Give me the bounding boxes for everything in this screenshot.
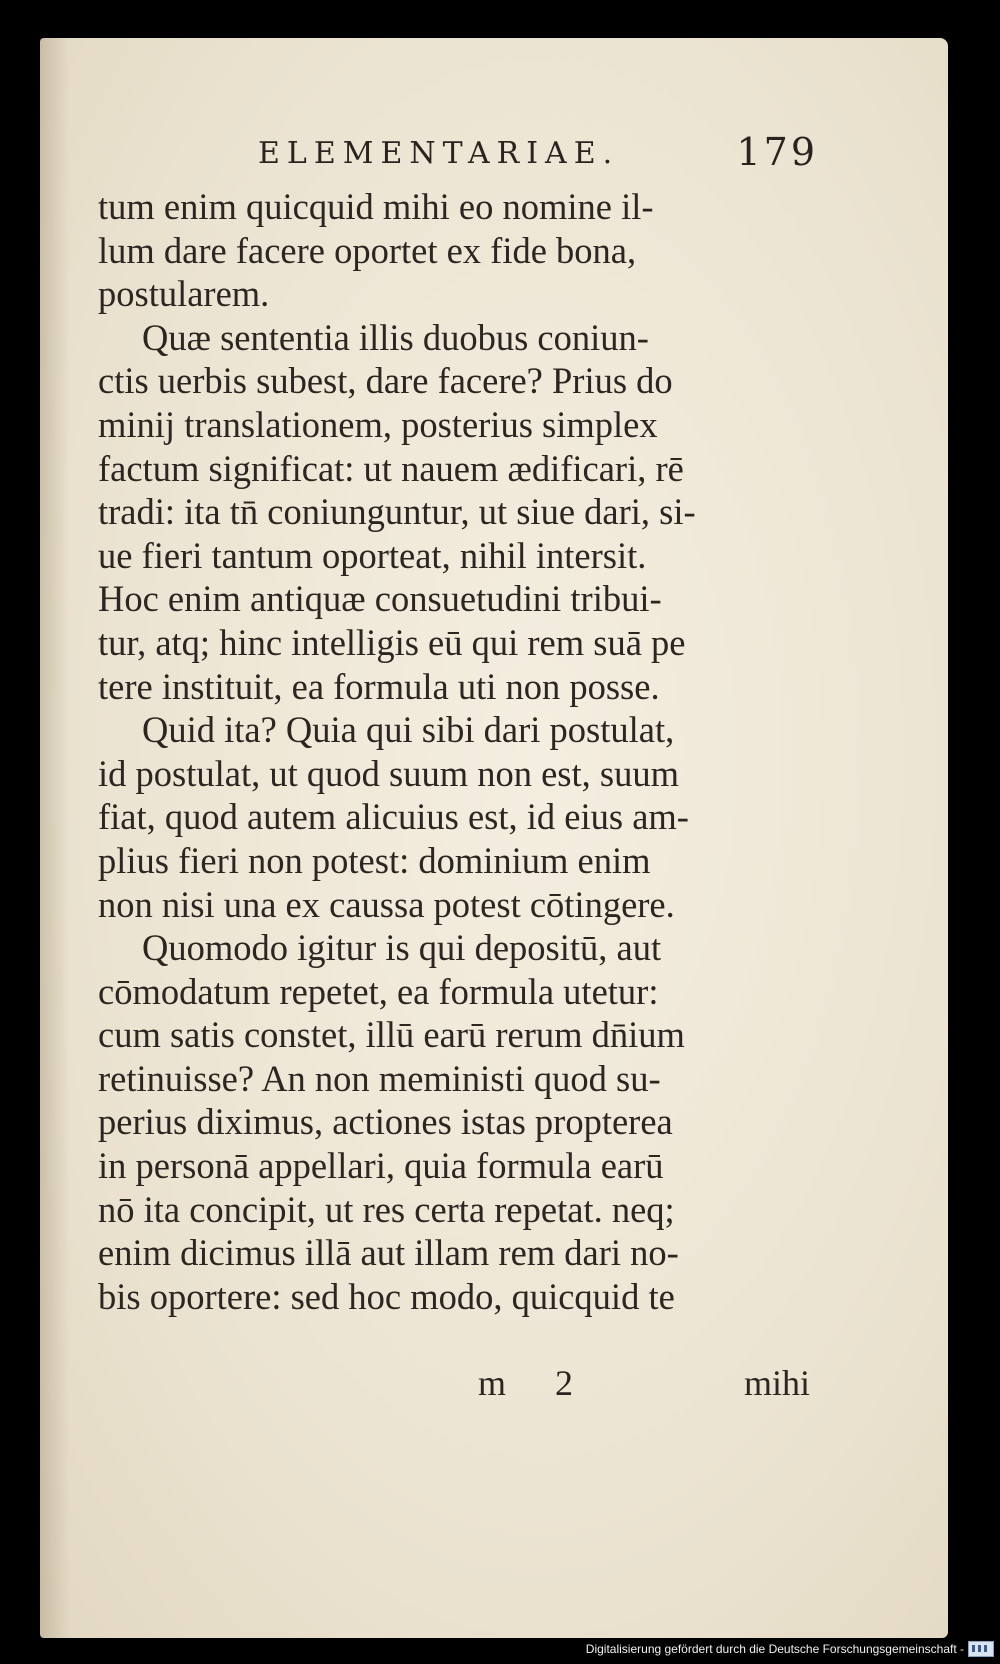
- text-line: Hoc enim antiquæ consuetudini tribui-: [98, 578, 662, 620]
- text-line: tum enim quicquid mihi eo nomine il-: [98, 186, 654, 227]
- running-head: ELEMENTARIAE.: [258, 136, 620, 171]
- text-line: tur, atq; hinc intelligis eū qui rem suā pe: [98, 621, 686, 663]
- text-line: Quomodo igitur is qui depositū, aut: [142, 927, 662, 969]
- text-line: in personā appellari, quia formula earū: [98, 1145, 664, 1187]
- text-line: postularem.: [98, 273, 270, 315]
- page-gutter-shadow: [40, 38, 70, 1638]
- text-line: tere instituit, ea formula uti non posse.: [98, 665, 660, 707]
- text-line: retinuisse? An non meministi quod su-: [98, 1057, 661, 1099]
- text-line: perius diximus, actiones istas propterea: [98, 1101, 673, 1143]
- text-line: cōmodatum repetet, ea formula utetur:: [98, 970, 659, 1012]
- page-number: 179: [736, 130, 818, 174]
- text-line: non nisi una ex caussa potest cōtingere.: [98, 883, 675, 925]
- text-line: ue fieri tantum oporteat, nihil intersit.: [98, 534, 647, 576]
- text-line: lum dare facere oportet ex fide bona,: [98, 229, 637, 271]
- text-line: bis oportere: sed hoc modo, quicquid te: [98, 1275, 675, 1317]
- page-footer: [98, 1362, 810, 1412]
- text-line: Quæ sententia illis duobus coniun-: [142, 316, 649, 358]
- signature-mark: m 2: [478, 1363, 594, 1403]
- body-text: [98, 185, 810, 1318]
- text-line: fiat, quod autem alicuius est, id eius am-: [98, 796, 689, 838]
- text-line: nō ita concipit, ut res certa repetat. neq;: [98, 1188, 675, 1230]
- catchword: mihi: [743, 1363, 810, 1403]
- funding-text: Digitalisierung gefördert durch die Deutsche Forschungsgemeinschaft -: [585, 1642, 964, 1656]
- text-line: minij translationem, posterius simplex: [98, 403, 658, 445]
- text-line: tradi: ita tn̄ coniunguntur, ut siue dari, si-: [98, 491, 696, 533]
- text-line: ctis uerbis subest, dare facere? Prius do: [98, 360, 673, 402]
- text-line: enim dicimus illā aut illam rem dari no-: [98, 1232, 679, 1274]
- funding-notice: [586, 1638, 994, 1660]
- dfg-logo-icon: [968, 1641, 994, 1657]
- page-header: [258, 128, 818, 178]
- text-line: factum significat: ut nauem ædificari, rē: [98, 447, 684, 489]
- text-line: Quid ita? Quia qui sibi dari postulat,: [142, 709, 675, 751]
- text-line: plius fieri non potest: dominium enim: [98, 839, 651, 881]
- text-line: cum satis constet, illū earū rerum dn̄ium: [98, 1014, 685, 1056]
- text-line: id postulat, ut quod suum non est, suum: [98, 752, 679, 794]
